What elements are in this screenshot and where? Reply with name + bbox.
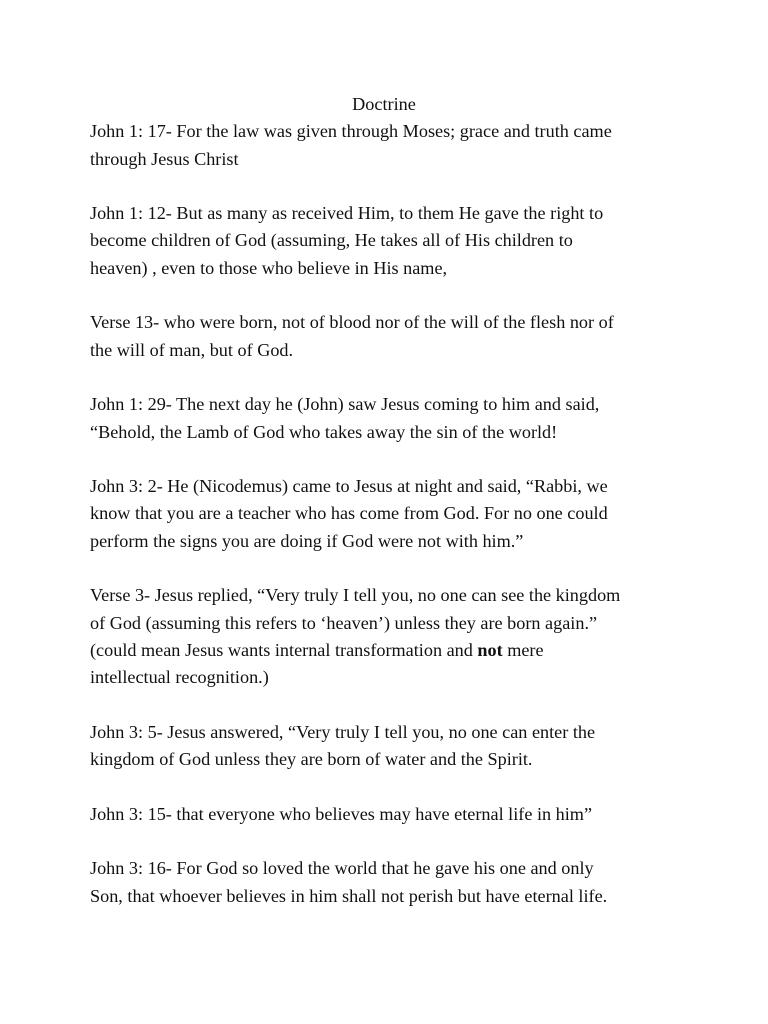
paragraph-john-3-2: John 3: 2- He (Nicodemus) came to Jesus at night and said, “Rabbi, we know that you are a teacher who has come from God. For no one could perform the signs you are doing if God were not with him.” — [90, 476, 608, 551]
paragraph-john-1-12: John 1: 12- But as many as received Him, to them He gave the right to become children of God (assuming, He takes all of His children to heaven) , even to those who believe in His name, — [90, 203, 604, 278]
paragraph-john-3-16: John 3: 16- For God so loved the world that he gave his one and only Son, that whoever believes in him shall not perish but have eternal life. — [90, 858, 608, 906]
verse-3-bold-word: not — [477, 639, 503, 660]
paragraph-john-1-29: John 1: 29- The next day he (John) saw Jesus coming to him and said, “Behold, the Lamb of God who takes away the sin of the world! — [90, 394, 600, 442]
paragraph-verse-13: Verse 13- who were born, not of blood nor of the will of the flesh nor of the will of man, but of God. — [90, 312, 614, 360]
document-title: Doctrine — [352, 94, 416, 114]
paragraph-john-1-17: John 1: 17- For the law was given through Moses; grace and truth came through Jesus Christ — [90, 121, 612, 169]
paragraph-john-3-15: John 3: 15- that everyone who believes may have eternal life in him” — [90, 803, 593, 824]
verse-3-text-end: mere intellectual recognition.) — [90, 639, 544, 688]
paragraph-verse-3 — [90, 582, 690, 691]
verse-3-text-start: Verse 3- Jesus replied, “Very truly I tell you, no one can see the kingdom of God (assuming this refers to ‘heaven’) unless they are born again.” (could mean Jesus wants internal transformation and — [90, 585, 621, 660]
document-body — [90, 91, 690, 937]
paragraph-john-3-5: John 3: 5- Jesus answered, “Very truly I tell you, no one can enter the kingdom of God unless they are born of water and the Spirit. — [90, 721, 596, 770]
